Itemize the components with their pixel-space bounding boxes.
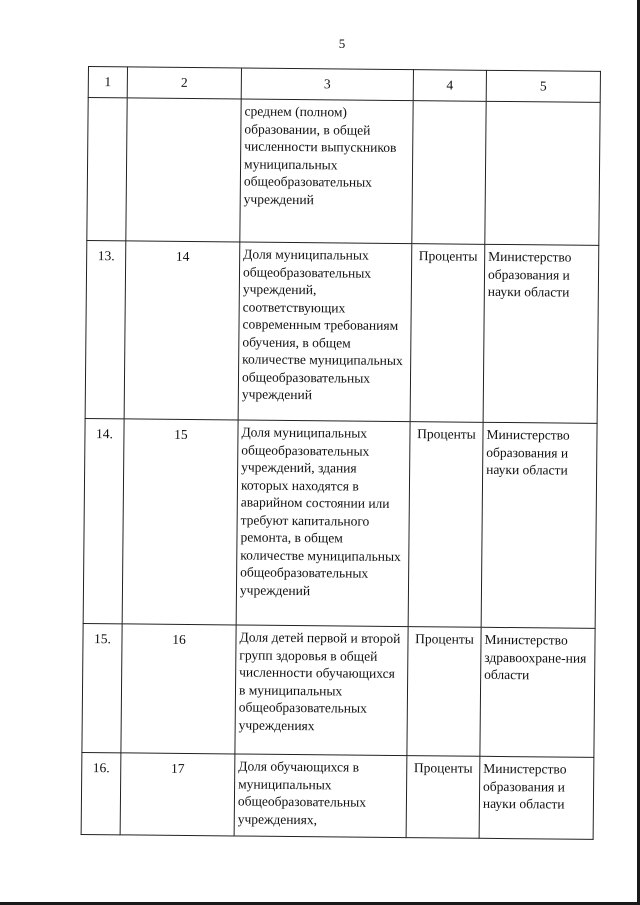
row-code: 15 [122,419,238,625]
unit-of-measure: Проценты [410,244,485,423]
table-row [81,752,594,839]
row-code: 16 [121,624,236,754]
indicator-name: среднем (полном) образовании, в общей численности выпускников муниципальных общеобразовательных учреждений [240,99,413,244]
unit-of-measure: Проценты [406,756,480,839]
indicator-table [81,66,601,840]
indicator-name: Доля муниципальных общеобразовательных учреждений, здания которых находятся в аварийном состоянии или требуют капитального ремонта, в общем количестве муниципальных общеобразовательных учреждений [236,420,410,627]
column-header-3: 3 [241,68,413,101]
row-number: 15. [82,623,122,752]
indicator-name: Доля обучающихся в муниципальных общеобразовательных учреждениях, [234,754,407,838]
indicator-name: Доля детей первой и второй групп здоровья в общей численности обучающихся в муниципальных общеобразовательных учреждениях [235,625,408,756]
row-number: 16. [81,752,121,834]
table-row [82,623,595,757]
table-header-row [88,67,600,103]
row-code [126,98,241,242]
column-header-2: 2 [127,67,241,99]
table-row [83,418,597,628]
responsible-body: Министерство образования и науки области [479,756,594,839]
column-header-5: 5 [486,70,600,102]
responsible-body [485,101,600,245]
responsible-body: Министерство образования и науки области [481,422,597,628]
indicator-name: Доля муниципальных общеобразовательных учреждений, соответствующих современным требованиям обучения, в общем количестве муниципальных общеобразовательных учреждений [238,242,412,422]
row-code: 17 [120,753,235,836]
unit-of-measure [412,101,486,245]
responsible-body: Министерство образования и науки области [483,244,599,423]
unit-of-measure: Проценты [407,627,481,757]
page-number: 5 [338,36,346,51]
row-code: 14 [124,241,240,420]
unit-of-measure: Проценты [408,422,483,628]
row-number: 14. [83,418,124,623]
column-header-4: 4 [413,70,486,102]
row-number: 13. [85,240,126,418]
responsible-body: Министерство здравоохране-ния области [480,627,595,757]
column-header-1: 1 [88,67,127,98]
table-row [85,240,599,423]
row-number [87,98,127,241]
table-row [87,98,600,246]
